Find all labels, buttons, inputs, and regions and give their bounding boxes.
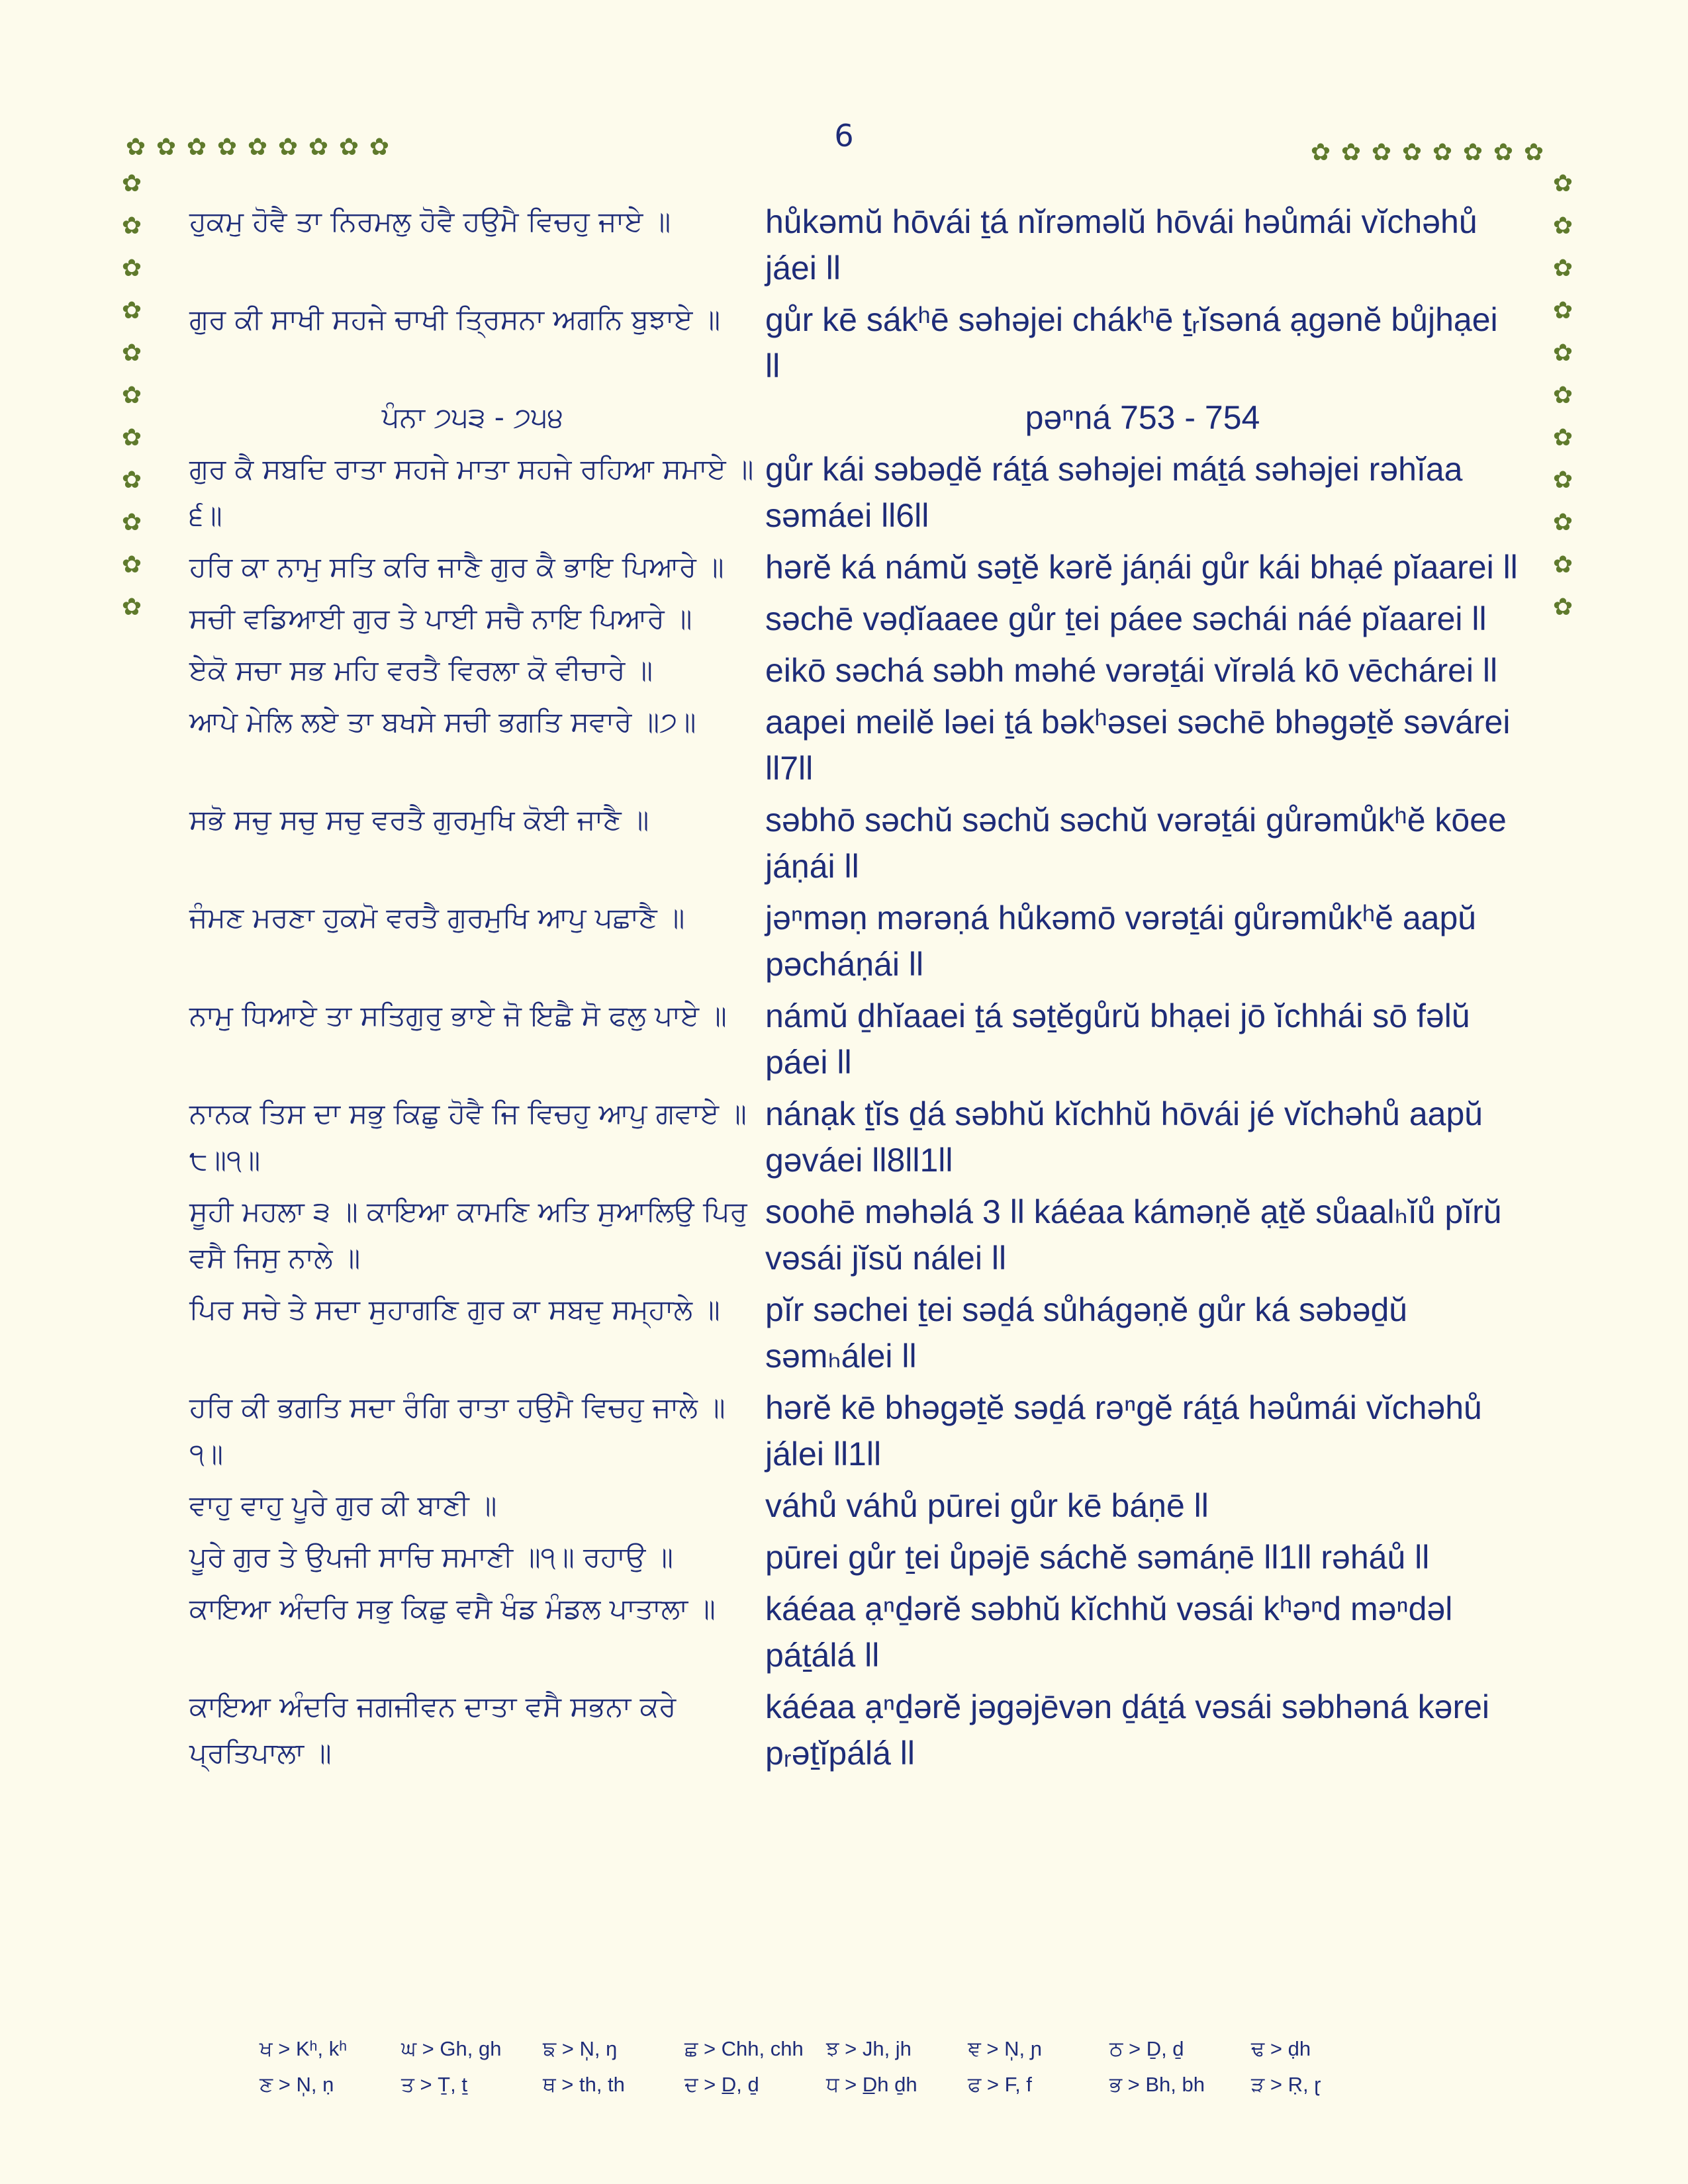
top-left-ornament-border: [120, 132, 395, 163]
flower-ornament-icon: ✿: [1552, 382, 1573, 409]
legend-item: ਤ > Ṯ, ṯ: [401, 2073, 467, 2096]
transliteration-text: nánạk ṯĭs ḏá səbhŭ kĭchhŭ hōvái jé vĭchəhů aapŭ gəváei ll8ll1ll: [765, 1095, 1483, 1179]
gurmukhi-text: ਪਿਰ ਸਚੇ ਤੇ ਸਦਾ ਸੁਹਾਗਣਿ ਗੁਰ ਕਾ ਸਬਦੁ ਸਮ੍ਹਾਲੇ ॥: [189, 1293, 720, 1326]
verse-row: [189, 1684, 1526, 1776]
transliteration-text: gůr kái səbəḏĕ ráṯá səhəjei máṯá səhəjei rəhĭaa səmáei ll6ll: [765, 451, 1463, 534]
flower-ornament-icon: ✿: [338, 134, 359, 161]
flower-ornament-icon: ✿: [1552, 594, 1573, 621]
page-reference-transliteration: pəⁿná 753 - 754: [1025, 399, 1260, 436]
flower-ornament-icon: ✿: [1552, 424, 1573, 451]
gurmukhi-text: ਸੂਹੀ ਮਹਲਾ ੩ ॥ ਕਾਇਆ ਕਾਮਣਿ ਅਤਿ ਸੁਆਲਿਉ ਪਿਰੁ ਵਸੈ ਜਿਸੁ ਨਾਲੇ ॥: [189, 1195, 747, 1274]
legend-item: ਭ > Bh, bh: [1109, 2073, 1205, 2096]
legend-item: ਥ > th, th: [543, 2073, 625, 2096]
flower-ornament-icon: ✿: [247, 134, 268, 161]
flower-ornament-icon: ✿: [186, 134, 207, 161]
verse-row: [189, 647, 1526, 694]
transliteration-text: hərĕ ká námŭ səṯĕ kərĕ jáṇái gůr kái bhạé pĭaarei ll: [765, 549, 1518, 586]
gurmukhi-text: ਆਪੇ ਮੇਲਿ ਲਏ ਤਾ ਬਖਸੇ ਸਚੀ ਭਗਤਿ ਸਵਾਰੇ ॥੭॥: [189, 705, 696, 738]
page-reference-gurmukhi: ਪੰਨਾ ੭੫੩ - ੭੫੪: [381, 401, 564, 433]
gurmukhi-text: ਹਰਿ ਕਾ ਨਾਮੁ ਸਤਿ ਕਰਿ ਜਾਣੈ ਗੁਰ ਕੈ ਭਾਇ ਪਿਆਰੇ ॥: [189, 551, 724, 583]
flower-ornament-icon: ✿: [1401, 139, 1423, 166]
flower-ornament-icon: ✿: [277, 134, 299, 161]
flower-ornament-icon: ✿: [1552, 551, 1573, 578]
transliteration-legend: [259, 2037, 1393, 2109]
flower-ornament-icon: ✿: [121, 509, 142, 536]
flower-ornament-icon: ✿: [1493, 139, 1514, 166]
verse-row: [189, 895, 1526, 987]
verse-row: [189, 993, 1526, 1085]
page-reference-row: [189, 394, 1526, 441]
gurmukhi-text: ਹੁਕਮੁ ਹੋਵੈ ਤਾ ਨਿਰਮਲੁ ਹੋਵੈ ਹਉਮੈ ਵਿਚਹੁ ਜਾਏ ॥: [189, 205, 671, 238]
legend-row: [259, 2073, 1393, 2109]
legend-item: ਢ > ḍh: [1251, 2037, 1311, 2060]
top-right-ornament-border: [1305, 138, 1549, 168]
transliteration-text: pūrei gůr ṯei ůpəjē sáchĕ səmáṇē ll1ll rəháů ll: [765, 1539, 1430, 1576]
gurmukhi-text: ਗੁਰ ਕੀ ਸਾਖੀ ਸਹਜੇ ਚਾਖੀ ਤ੍ਰਿਸਨਾ ਅਗਨਿ ਬੁਝਾਏ ॥: [189, 303, 721, 336]
flower-ornament-icon: ✿: [369, 134, 390, 161]
verse-row: [189, 1189, 1526, 1281]
legend-item: ਠ > Ḏ, ḏ: [1109, 2037, 1184, 2060]
flower-ornament-icon: ✿: [1462, 139, 1483, 166]
flower-ornament-icon: ✿: [121, 382, 142, 409]
transliteration-text: hərĕ kē bhəgəṯĕ səḏá rəⁿgĕ ráṯá həůmái vĭchəhů jálei ll1ll: [765, 1389, 1482, 1473]
right-ornament-border: [1548, 163, 1578, 629]
flower-ornament-icon: ✿: [121, 170, 142, 197]
gurmukhi-text: ਨਾਨਕ ਤਿਸ ਦਾ ਸਭੁ ਕਿਛੁ ਹੋਵੈ ਜਿ ਵਿਚਹੁ ਆਪੁ ਗਵਾਏ ॥੮॥੧॥: [189, 1097, 747, 1176]
verse-row: [189, 1287, 1526, 1379]
flower-ornament-icon: ✿: [308, 134, 329, 161]
verse-row: [189, 1091, 1526, 1183]
transliteration-text: eikō səchá səbh məhé vərəṯái vĭrəlá kō vēchárei ll: [765, 652, 1498, 689]
legend-item: ਝ > Jh, jh: [826, 2037, 912, 2060]
flower-ornament-icon: ✿: [121, 255, 142, 282]
verse-row: [189, 699, 1526, 792]
flower-ornament-icon: ✿: [121, 551, 142, 578]
gurmukhi-text: ਏਕੋ ਸਚਾ ਸਭ ਮਹਿ ਵਰਤੈ ਵਿਰਲਾ ਕੋ ਵੀਚਾਰੇ ॥: [189, 654, 653, 686]
flower-ornament-icon: ✿: [156, 134, 177, 161]
page-number: 6: [834, 118, 854, 154]
verse-row: [189, 1534, 1526, 1580]
gurmukhi-text: ਹਰਿ ਕੀ ਭਗਤਿ ਸਦਾ ਰੰਗਿ ਰਾਤਾ ਹਉਮੈ ਵਿਚਹੁ ਜਾਲੇ ॥੧॥: [189, 1391, 726, 1470]
verse-row: [189, 1385, 1526, 1477]
flower-ornament-icon: ✿: [121, 340, 142, 367]
verse-row: [189, 1482, 1526, 1529]
flower-ornament-icon: ✿: [121, 297, 142, 324]
legend-item: ਘ > Gh, gh: [401, 2037, 502, 2060]
flower-ornament-icon: ✿: [121, 212, 142, 240]
gurmukhi-text: ਵਾਹੁ ਵਾਹੁ ਪੂਰੇ ਗੁਰ ਕੀ ਬਾਣੀ ॥: [189, 1489, 497, 1522]
legend-item: ਙ > N̩, ŋ: [543, 2037, 618, 2060]
transliteration-text: gůr kē sákʰē səhəjei chákʰē ṯᵣĭsəná ạgənĕ bůjhạei ll: [765, 301, 1498, 385]
gurmukhi-text: ਕਾਇਆ ਅੰਦਰਿ ਸਭੁ ਕਿਛੁ ਵਸੈ ਖੰਡ ਮੰਡਲ ਪਾਤਾਲਾ ॥: [189, 1592, 716, 1625]
legend-item: ਧ > D̲h ḏh: [826, 2073, 917, 2096]
flower-ornament-icon: ✿: [121, 594, 142, 621]
gurmukhi-text: ਸਭੋ ਸਚੁ ਸਚੁ ਸਚੁ ਵਰਤੈ ਗੁਰਮੁਖਿ ਕੋਈ ਜਾਣੈ ॥: [189, 803, 649, 836]
flower-ornament-icon: ✿: [1552, 340, 1573, 367]
transliteration-text: pĭr səchei ṯei səḏá sůhágəṇĕ gůr ká səbəḏŭ səmₕálei ll: [765, 1291, 1408, 1375]
flower-ornament-icon: ✿: [1432, 139, 1453, 166]
flower-ornament-icon: ✿: [1552, 467, 1573, 494]
flower-ornament-icon: ✿: [1523, 139, 1544, 166]
flower-ornament-icon: ✿: [1552, 509, 1573, 536]
transliteration-text: aapei meilĕ ləei ṯá bəkʰəsei səchē bhəgəṯĕ səvárei ll7ll: [765, 704, 1511, 787]
transliteration-text: káéaa ạⁿḏərĕ səbhŭ kĭchhŭ vəsái kʰəⁿd məⁿdəl páṯálá ll: [765, 1590, 1453, 1674]
legend-item: ਫ > F, f: [968, 2073, 1032, 2096]
legend-item: ਞ > N̩, ɲ: [968, 2037, 1042, 2060]
transliteration-text: səbhō səchŭ səchŭ səchŭ vərəṯái gůrəmůkʰĕ kōee jáṇái ll: [765, 801, 1507, 885]
gurmukhi-text: ਗੁਰ ਕੈ ਸਬਦਿ ਰਾਤਾ ਸਹਜੇ ਮਾਤਾ ਸਹਜੇ ਰਹਿਆ ਸਮਾਏ ॥੬॥: [189, 453, 754, 531]
transliteration-text: səchē vəḍĭaaee gůr ṯei páee səchái náé pĭaarei ll: [765, 600, 1487, 637]
flower-ornament-icon: ✿: [1552, 255, 1573, 282]
legend-item: ਦ > D̲, ḏ: [684, 2073, 759, 2096]
verse-row: [189, 544, 1526, 590]
flower-ornament-icon: ✿: [1371, 139, 1392, 166]
flower-ornament-icon: ✿: [121, 467, 142, 494]
transliteration-text: káéaa ạⁿḏərĕ jəgəjēvən ḏáṯá vəsái səbhəná kərei pᵣəṯĭpálá ll: [765, 1688, 1490, 1772]
gurmukhi-text: ਕਾਇਆ ਅੰਦਰਿ ਜਗਜੀਵਨ ਦਾਤਾ ਵਸੈ ਸਭਨਾ ਕਰੇ ਪ੍ਰਤਿਪਾਲਾ ॥: [189, 1690, 677, 1769]
verse-row: [189, 596, 1526, 642]
transliteration-text: soohē məhəlá 3 ll káéaa káməṇĕ ạṯĕ sůaalₕĭů pĭrŭ vəsái jĭsŭ nálei ll: [765, 1193, 1502, 1277]
flower-ornament-icon: ✿: [121, 424, 142, 451]
flower-ornament-icon: ✿: [1552, 212, 1573, 240]
flower-ornament-icon: ✿: [1552, 297, 1573, 324]
flower-ornament-icon: ✿: [125, 134, 146, 161]
flower-ornament-icon: ✿: [1552, 170, 1573, 197]
verse-row: [189, 199, 1526, 291]
legend-item: ਛ > Chh, chh: [684, 2037, 804, 2060]
verse-row: [189, 1586, 1526, 1678]
transliteration-text: námŭ ḏhĭaaei ṯá səṯĕgůrŭ bhạei jō ĭchhái sō fəlŭ páei ll: [765, 997, 1470, 1081]
verse-row: [189, 296, 1526, 389]
flower-ornament-icon: ✿: [1340, 139, 1362, 166]
gurmukhi-text: ਜੰਮਣ ਮਰਣਾ ਹੁਕਮੋ ਵਰਤੈ ਗੁਰਮੁਖਿ ਆਪੁ ਪਛਾਣੈ ॥: [189, 901, 685, 934]
transliteration-text: váhů váhů pūrei gůr kē báṇē ll: [765, 1487, 1209, 1524]
flower-ornament-icon: ✿: [216, 134, 238, 161]
legend-item: ਖ > Kʰ, kʰ: [259, 2037, 348, 2060]
left-ornament-border: [117, 163, 147, 629]
gurmukhi-text: ਨਾਮੁ ਧਿਆਏ ਤਾ ਸਤਿਗੁਰੁ ਭਾਏ ਜੋ ਇਛੈ ਸੋ ਫਲੁ ਪਾਏ ॥: [189, 999, 727, 1032]
gurmukhi-text: ਸਚੀ ਵਡਿਆਈ ਗੁਰ ਤੇ ਪਾਈ ਸਚੈ ਨਾਇ ਪਿਆਰੇ ॥: [189, 602, 692, 635]
flower-ornament-icon: ✿: [1310, 139, 1331, 166]
transliteration-text: hůkəmŭ hōvái ṯá nĭrəməlŭ hōvái həůmái vĭchəhů jáei ll: [765, 203, 1477, 287]
gurmukhi-text: ਪੂਰੇ ਗੁਰ ਤੇ ਉਪਜੀ ਸਾਚਿ ਸਮਾਣੀ ॥੧॥ ਰਹਾਉ ॥: [189, 1541, 673, 1573]
legend-row: [259, 2037, 1393, 2073]
legend-item: ੜ > Ṛ, ɽ: [1251, 2073, 1321, 2096]
verse-row: [189, 446, 1526, 539]
transliteration-text: jəⁿməṇ mərəṇá hůkəmō vərəṯái gůrəmůkʰĕ aapŭ pəcháṇái ll: [765, 899, 1477, 983]
legend-item: ਣ > N̩, ṇ: [259, 2073, 334, 2096]
verse-table: [189, 199, 1526, 1782]
verse-row: [189, 797, 1526, 889]
